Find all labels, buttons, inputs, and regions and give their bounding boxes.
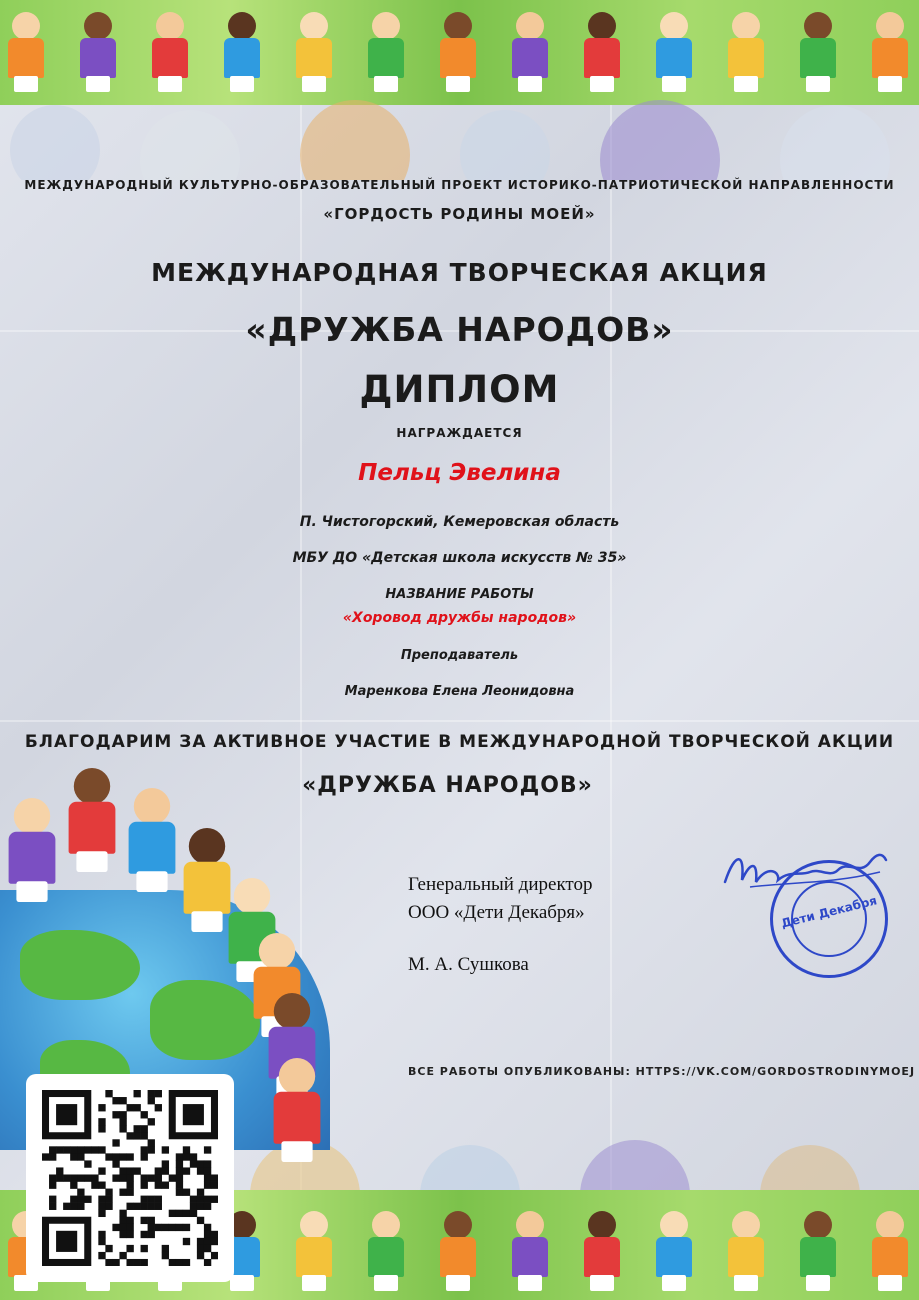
thanks-action-name: «ДРУЖБА НАРОДОВ»	[302, 773, 593, 798]
child-figure	[724, 12, 768, 92]
qr-code-icon	[42, 1090, 218, 1266]
child-figure	[796, 1211, 840, 1291]
child-figure	[220, 12, 264, 92]
project-description: МЕЖДУНАРОДНЫЙ КУЛЬТУРНО-ОБРАЗОВАТЕЛЬНЫЙ ПРОЕКТ ИСТОРИКО-ПАТРИОТИЧЕСКОЙ НАПРАВЛЕННОСТИ	[24, 178, 895, 192]
child-figure	[508, 12, 552, 92]
action-name: «ДРУЖБА НАРОДОВ»	[245, 310, 674, 349]
child-figure	[3, 798, 60, 902]
project-name: «ГОРДОСТЬ РОДИНЫ МОЕЙ»	[323, 205, 596, 223]
signatory-position: Генеральный директор	[408, 874, 593, 895]
child-figure	[268, 1058, 325, 1162]
top-children-chain	[0, 4, 919, 104]
child-figure	[868, 1211, 912, 1291]
action-title: МЕЖДУНАРОДНАЯ ТВОРЧЕСКАЯ АКЦИЯ	[151, 258, 768, 287]
stamp-label: Дети Декабря	[779, 893, 879, 931]
signature-icon	[720, 842, 890, 902]
diploma-title: ДИПЛОМ	[359, 368, 560, 411]
awarded-label: НАГРАЖДАЕТСЯ	[396, 426, 523, 440]
work-title: «Хоровод дружбы народов»	[342, 610, 577, 626]
child-figure	[580, 12, 624, 92]
thanks-text: БЛАГОДАРИМ ЗА АКТИВНОЕ УЧАСТИЕ В МЕЖДУНАРОДНОЙ ТВОРЧЕСКОЙ АКЦИИ	[24, 732, 895, 752]
recipient-name: Пельц Эвелина	[358, 460, 561, 486]
child-figure	[580, 1211, 624, 1291]
signatory-name: М. А. Сушкова	[408, 954, 529, 975]
work-title-label: НАЗВАНИЕ РАБОТЫ	[385, 587, 534, 602]
teacher-name: Маренкова Елена Леонидовна	[344, 684, 575, 699]
recipient-location: П. Чистогорский, Кемеровская область	[299, 514, 620, 530]
child-figure	[652, 12, 696, 92]
child-figure	[292, 12, 336, 92]
recipient-school: МБУ ДО «Детская школа искусств № 35»	[292, 550, 627, 566]
child-figure	[796, 12, 840, 92]
child-figure	[123, 788, 180, 892]
qr-code	[30, 1078, 230, 1278]
child-figure	[724, 1211, 768, 1291]
child-figure	[364, 1211, 408, 1291]
child-figure	[4, 12, 48, 92]
child-figure	[436, 1211, 480, 1291]
child-figure	[76, 12, 120, 92]
child-figure	[868, 12, 912, 92]
teacher-label: Преподаватель	[400, 648, 519, 663]
child-figure	[436, 12, 480, 92]
child-figure	[148, 12, 192, 92]
published-link-text: ВСЕ РАБОТЫ ОПУБЛИКОВАНЫ: HTTPS://VK.COM/GORDOSTRODINYMOEJ	[408, 1065, 916, 1078]
child-figure	[292, 1211, 336, 1291]
paper-crease	[0, 720, 919, 722]
child-figure	[364, 12, 408, 92]
top-crayon-circles	[0, 100, 919, 180]
child-figure	[508, 1211, 552, 1291]
signatory-company: ООО «Дети Декабря»	[408, 902, 585, 923]
child-figure	[652, 1211, 696, 1291]
